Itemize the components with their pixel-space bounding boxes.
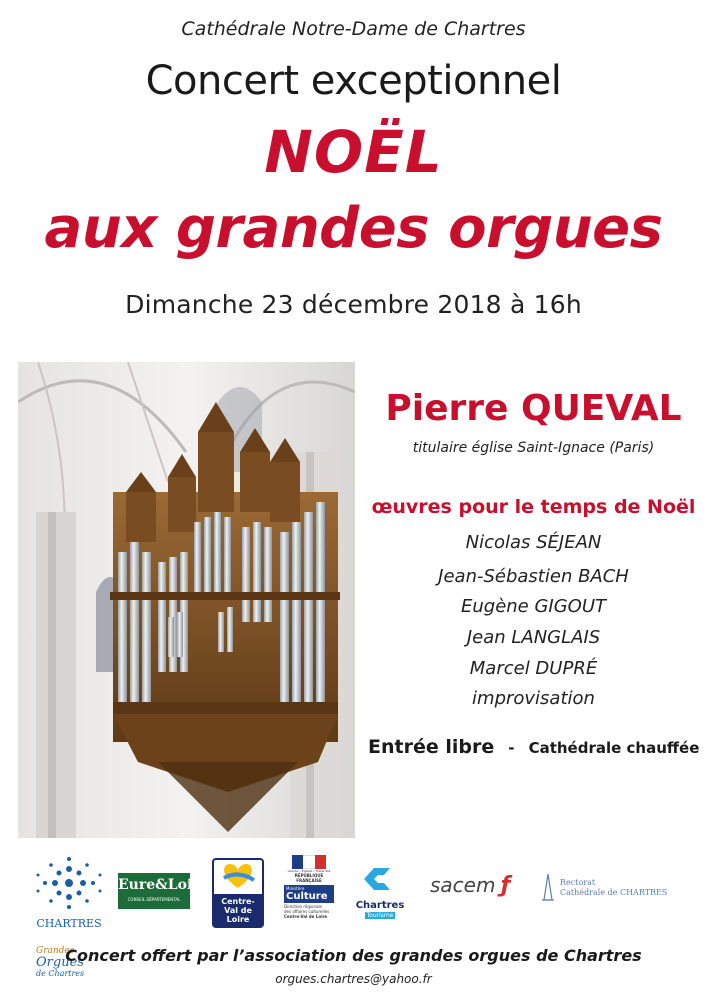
footer-email: orgues.chartres@yahoo.fr (275, 972, 432, 986)
title-noel: NOËL (264, 118, 443, 186)
eure-loir-subtext: CONSEIL DÉPARTEMENTAL (127, 897, 181, 902)
region-line2: Val de Loire (224, 906, 252, 924)
drac-line2: des affaires culturelles (284, 909, 330, 914)
republique-text: RÉPUBLIQUE FRANÇAISE (294, 873, 324, 883)
drac-line1: Direction régionale (284, 904, 323, 909)
region-heart-icon (214, 860, 262, 890)
program-title: œuvres pour le temps de Noël (371, 496, 696, 518)
chartres-rose-icon (30, 855, 108, 913)
composer-item: Jean-Sébastien BACH (438, 566, 629, 587)
performer-subtitle: titulaire église Saint-Ignace (Paris) (412, 440, 655, 456)
organ-photo (18, 362, 355, 838)
composer-item: improvisation (472, 688, 595, 709)
rectorat-line1: Rectorat (560, 878, 596, 887)
chartres-logo-text: CHARTRES (36, 917, 102, 930)
sacem-f-icon: ƒ (500, 873, 511, 898)
performer-name: Pierre QUEVAL (385, 388, 682, 429)
chartres-logo (30, 855, 108, 930)
region-logo (212, 858, 264, 928)
rectorat-line2: Cathédrale de CHARTRES (560, 888, 668, 897)
chartres-tourisme-logo (352, 862, 408, 922)
french-flag-icon (292, 855, 326, 869)
entry-info (368, 736, 707, 758)
composer-item: Eugène GIGOUT (460, 596, 607, 617)
concert-date: Dimanche 23 décembre 2018 à 16h (125, 290, 582, 319)
ministere-text: Ministère (286, 886, 305, 891)
title-grandes-orgues: aux grandes orgues (44, 196, 663, 261)
sacem-text: sacem (430, 873, 496, 897)
eure-loir-text: Eure&Loir (118, 877, 200, 893)
culture-logo (284, 855, 334, 933)
heating-info: Cathédrale chauffée (528, 739, 700, 757)
headline: Concert exceptionnel (145, 58, 562, 104)
culture-text: Culture (286, 891, 328, 902)
cathedral-spire-icon (540, 874, 556, 902)
organ-illustration (18, 362, 355, 838)
composer-item: Jean LANGLAIS (466, 627, 601, 648)
eure-loir-logo (118, 873, 200, 909)
entry-separator: - (508, 739, 515, 757)
entry-free: Entrée libre (368, 736, 495, 758)
chartres-tourisme-text: Chartres (355, 900, 405, 911)
gog-line1: Grandes (36, 946, 75, 956)
composer-item: Marcel DUPRÉ (469, 658, 598, 679)
footer-offered-by: Concert offert par l’association des grandes orgues de Chartres (65, 946, 642, 965)
composer-item: Nicolas SÉJEAN (465, 532, 602, 553)
sacem-logo (430, 873, 520, 903)
venue-text: Cathédrale Notre-Dame de Chartres (181, 18, 526, 40)
marianne-text: Liberté • Égalité • Fraternité (287, 869, 331, 873)
gog-line2: Orgues (36, 955, 84, 970)
tourisme-text: Tourisme (366, 912, 394, 919)
tourisme-c-icon (352, 862, 408, 896)
drac-line3: Centre-Val de Loire (284, 914, 328, 919)
rectorat-logo (540, 874, 670, 906)
region-line1: Centre- (221, 897, 255, 906)
gog-line3: de Chartres (36, 969, 85, 978)
